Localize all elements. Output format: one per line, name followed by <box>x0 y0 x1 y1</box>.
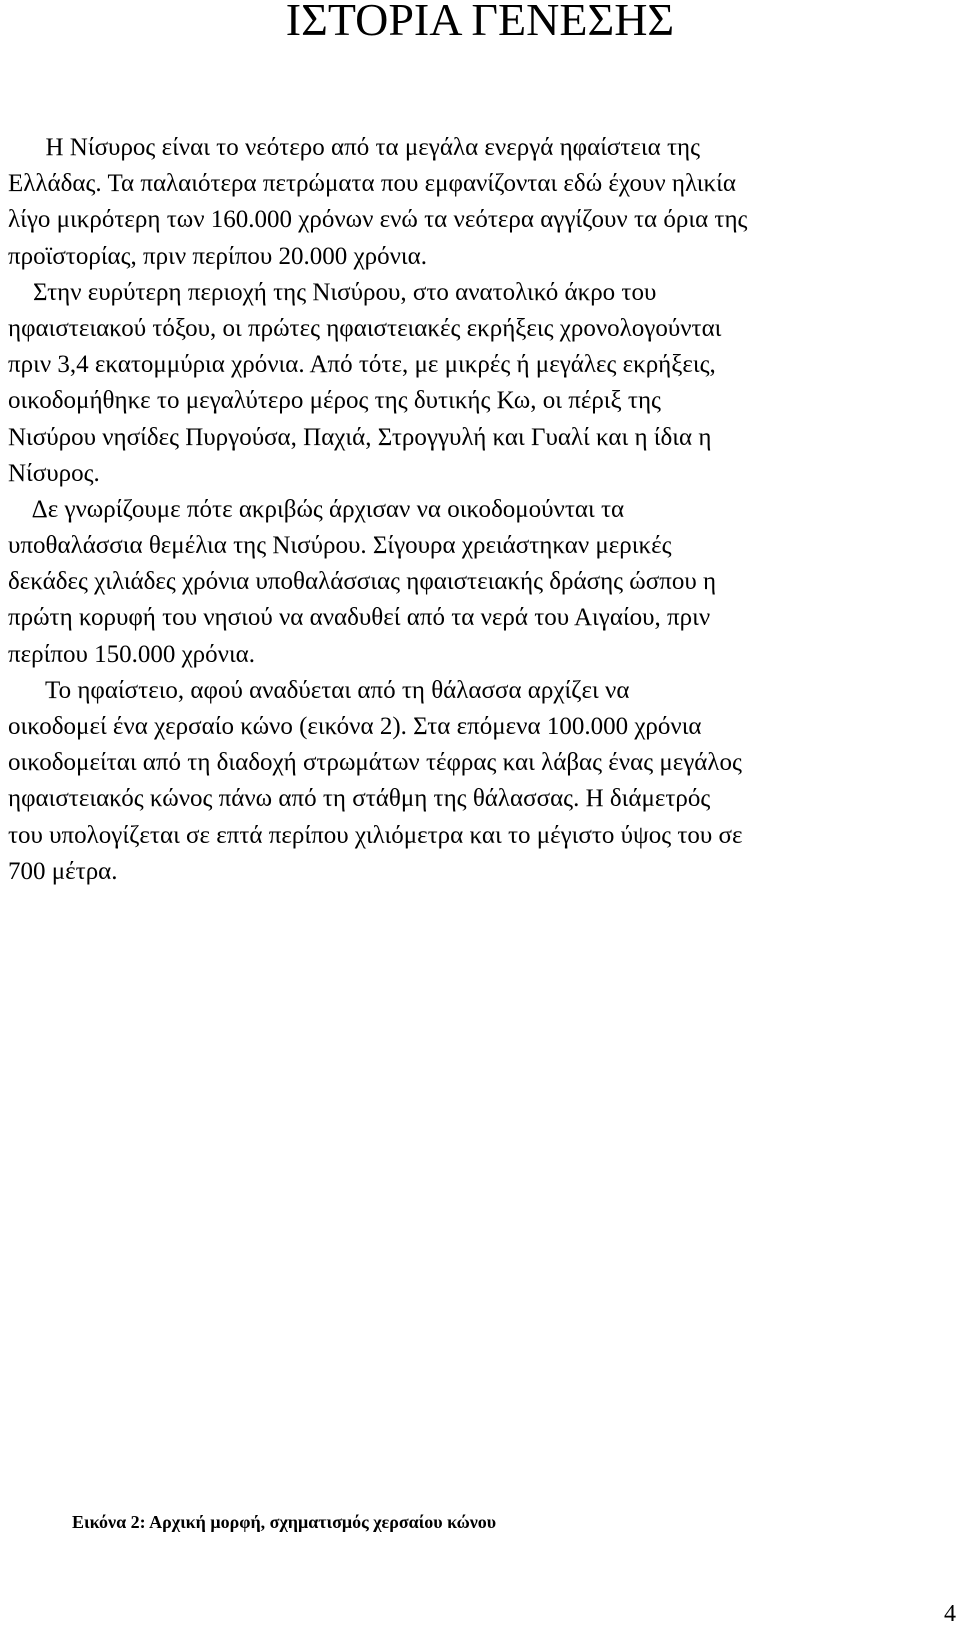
text-line: Η Νίσυρος είναι το νεότερο από τα μεγάλα ενεργά ηφαίστεια της <box>8 134 701 161</box>
page-number: 4 <box>944 1601 956 1627</box>
text-line: δεκάδες χιλιάδες χρόνια υποθαλάσσιας ηφαιστειακής δράσης ώσπου η <box>8 568 717 596</box>
text-line: περίπου 150.000 χρόνια. <box>8 640 256 668</box>
text-line: του υπολογίζεται σε επτά περίπου χιλιόμετρα και το μέγιστο ύψος του σε <box>8 821 743 849</box>
text-line: Νισύρου νησίδες Πυργούσα, Παχιά, Στρογγυλή και Γυαλί και η ίδια η <box>8 423 712 451</box>
body-text <box>8 130 928 890</box>
text-line: προϊστορίας, πριν περίπου 20.000 χρόνια. <box>8 242 427 270</box>
text-line: οικοδομείται από τη διαδοχή στρωμάτων τέφρας και λάβας ένας μεγάλος <box>8 749 742 777</box>
text-line: Ελλάδας. Τα παλαιότερα πετρώματα που εμφανίζονται εδώ έχουν ηλικία <box>8 170 736 198</box>
text-line: οικοδομήθηκε το μεγαλύτερο μέρος της δυτικής Κω, οι πέριξ της <box>8 387 661 415</box>
text-line: Νίσυρος. <box>8 459 100 487</box>
text-line: ηφαιστειακός κώνος πάνω από τη στάθμη της θάλασσας. Η διάμετρός <box>8 785 711 813</box>
text-line: 700 μέτρα. <box>8 857 118 885</box>
text-line: οικοδομεί ένα χερσαίο κώνο (εικόνα 2). Στα επόμενα 100.000 χρόνια <box>8 713 702 740</box>
text-line: Δε γνωρίζουμε πότε ακριβώς άρχισαν να οικοδομούνται τα <box>8 495 625 523</box>
text-line: πριν 3,4 εκατομμύρια χρόνια. Από τότε, με μικρές ή μεγάλες εκρήξεις, <box>8 351 716 379</box>
text-line: πρώτη κορυφή του νησιού να αναδυθεί από τα νερά του Αιγαίου, πριν <box>8 604 711 632</box>
text-line: λίγο μικρότερη των 160.000 χρόνων ενώ τα νεότερα αγγίζουν τα όρια της <box>8 206 748 234</box>
page-title: ΙΣΤΟΡΙΑ ΓΕΝΕΣΗΣ <box>285 0 675 45</box>
figure-caption: Εικόνα 2: Αρχική μορφή, σχηματισμός χερσαίου κώνου <box>72 1512 497 1532</box>
text-line: Στην ευρύτερη περιοχή της Νισύρου, στο ανατολικό άκρο του <box>8 278 657 306</box>
text-line: ηφαιστειακού τόξου, οι πρώτες ηφαιστειακές εκρήξεις χρονολογούνται <box>8 314 722 342</box>
text-line: Το ηφαίστειο, αφού αναδύεται από τη θάλασσα αρχίζει να <box>8 676 630 704</box>
text-line: υποθαλάσσια θεμέλια της Νισύρου. Σίγουρα χρειάστηκαν μερικές <box>8 532 672 560</box>
